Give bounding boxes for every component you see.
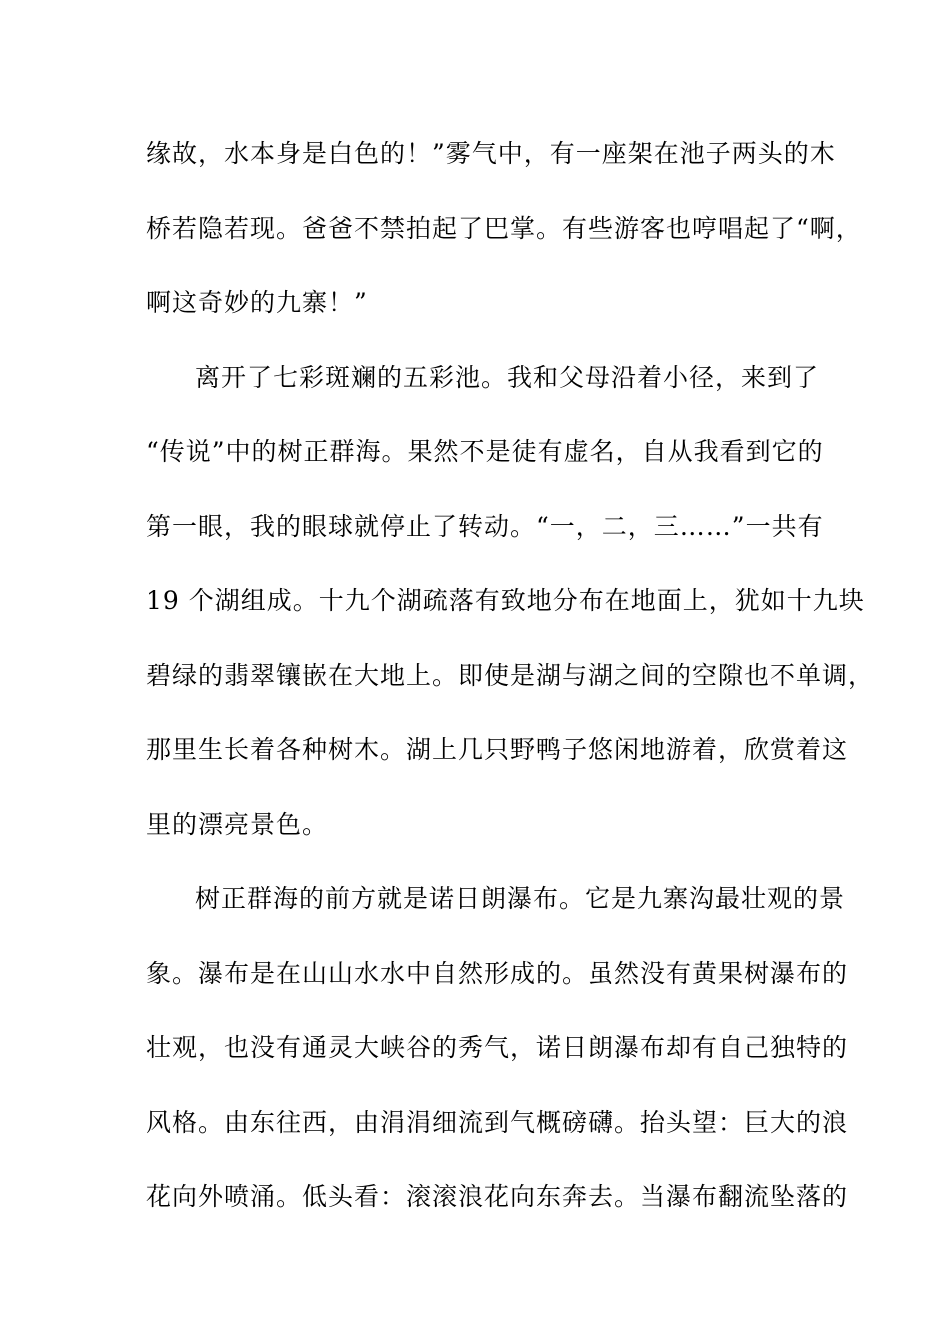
paragraph-first-line: 树正群海的前方就是诺日朗瀑布。它是九寨沟最壮观的景 (195, 884, 846, 913)
text-line: 碧绿的翡翠镶嵌在大地上。即使是湖与湖之间的空隙也不单调， (146, 660, 875, 690)
text-line: 第一眼，我的眼球就停止了转动。“一，二，三……”一共有 (146, 511, 824, 541)
text-line: 桥若隐若现。爸爸不禁拍起了巴掌。有些游客也哼唱起了“啊， (146, 213, 862, 243)
text-line: 那里生长着各种树木。湖上几只野鸭子悠闲地游着，欣赏着这 (146, 735, 849, 764)
text-line: 风格。由东往西，由涓涓细流到气概磅礴。抬头望：巨大的浪 (146, 1107, 849, 1137)
text-line: 啊这奇妙的九寨！” (146, 288, 368, 317)
text-line: 里的漂亮景色。 (146, 809, 329, 839)
document-body (146, 130, 875, 1248)
text-line: “传说”中的树正群海。果然不是徒有虚名，自从我看到它的 (146, 437, 824, 466)
text-line: 象。瀑布是在山山水水中自然形成的。虽然没有黄果树瀑布的 (146, 958, 849, 988)
text-line: 花向外喷涌。低头看：滚滚浪花向东奔去。当瀑布翻流坠落的 (146, 1182, 849, 1211)
text-line: 壮观，也没有通灵大峡谷的秀气，诺日朗瀑布却有自己独特的 (146, 1033, 849, 1062)
paragraph-first-line: 离开了七彩斑斓的五彩池。我和父母沿着小径，来到了 (195, 362, 820, 392)
text-line: 缘故，水本身是白色的！”雾气中，有一座架在池子两头的木 (146, 139, 836, 168)
text-line: 19 个湖组成。十九个湖疏落有致地分布在地面上，犹如十九块 (146, 586, 865, 615)
